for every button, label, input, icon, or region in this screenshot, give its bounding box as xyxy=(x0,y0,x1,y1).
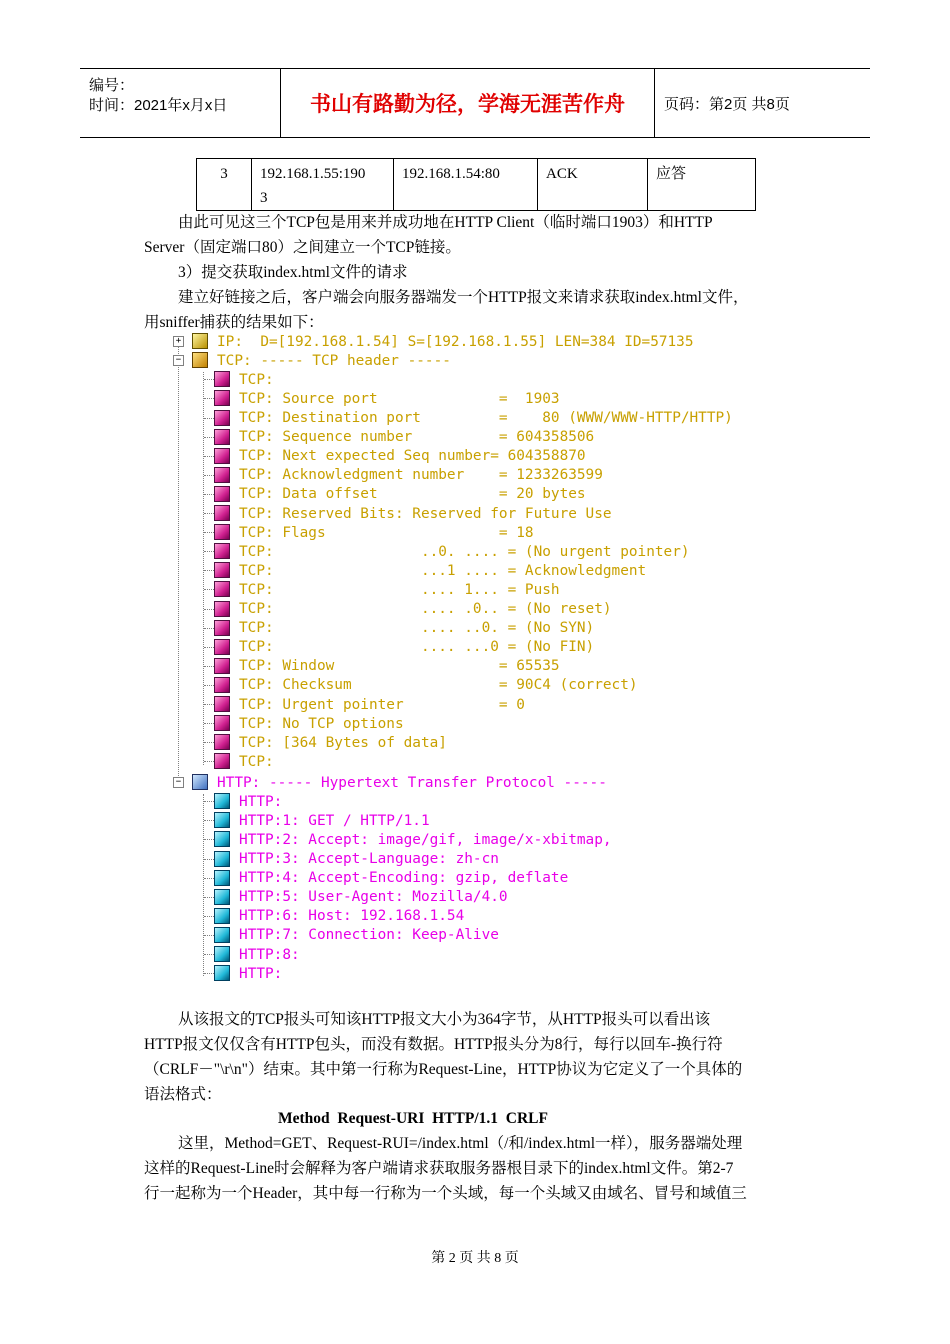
table-cell-flag: ACK xyxy=(538,159,648,211)
header-page-number: 页码：第2页 共8页 xyxy=(664,95,790,113)
doc-number-label: 编号： xyxy=(89,77,135,94)
tree-connector xyxy=(204,475,214,476)
tree-row-label: TCP: Reserved Bits: Reserved for Future Use xyxy=(239,505,612,522)
tree-row[interactable] xyxy=(170,869,810,888)
http-field-icon xyxy=(214,793,230,809)
syntax-format: Method Request-URI HTTP/1.1 CRLF xyxy=(278,1110,548,1127)
tree-connector xyxy=(204,723,214,724)
paragraph-line: 建立好链接之后，客户端会向服务器端发一个HTTP报文来请求获取index.html文件， xyxy=(178,289,749,306)
collapse-icon[interactable]: − xyxy=(173,355,184,366)
tree-connector xyxy=(204,935,214,936)
tcp-field-icon xyxy=(214,543,230,559)
tcp-field-icon xyxy=(214,562,230,578)
paragraph-line: 这样的Request-Line时会解释为客户端请求获取服务器根目录下的index.html文件。第2-7 xyxy=(144,1160,734,1177)
tcp-field-icon xyxy=(214,390,230,406)
tree-row-ip[interactable] xyxy=(170,332,770,351)
tcp-field-icon xyxy=(214,620,230,636)
tree-connector xyxy=(204,589,214,590)
tree-connector xyxy=(204,494,214,495)
tree-row-tcp-header[interactable] xyxy=(170,351,770,370)
tree-row[interactable] xyxy=(170,447,810,466)
paragraph-line: （CRLF－"\r\n"）结束。其中第一行称为Request-Line，HTTP协议为它定义了一个具体的 xyxy=(144,1061,743,1078)
tree-row-label: TCP: No TCP options xyxy=(239,715,404,732)
tree-row[interactable] xyxy=(170,945,810,964)
http-protocol-icon xyxy=(192,774,208,790)
tree-row-label: HTTP:1: GET / HTTP/1.1 xyxy=(239,812,430,829)
expand-icon[interactable]: + xyxy=(173,336,184,347)
packet-table xyxy=(196,158,756,211)
tree-row-label: TCP: Destination port = 80 (WWW/WWW-HTTP/HTTP) xyxy=(239,410,733,426)
tree-row-label: HTTP:7: Connection: Keep-Alive xyxy=(239,927,499,944)
tree-row-label: TCP: Next expected Seq number= 604358870 xyxy=(239,448,586,465)
tree-row-label: TCP: .... ...0 = (No FIN) xyxy=(239,639,595,656)
tree-connector xyxy=(204,437,214,438)
tcp-field-icon xyxy=(214,467,230,483)
tree-row-http-header[interactable] xyxy=(170,773,770,792)
table-cell-dest: 192.168.1.54:80 xyxy=(394,159,538,211)
tree-connector xyxy=(204,379,214,380)
tcp-field-icon xyxy=(214,696,230,712)
tcp-protocol-icon xyxy=(192,352,208,368)
tree-connector xyxy=(204,878,214,879)
tree-row[interactable] xyxy=(170,714,810,733)
tree-row[interactable] xyxy=(170,466,810,485)
tree-row[interactable] xyxy=(170,428,810,447)
tree-row-label: TCP: Source port = 1903 xyxy=(239,390,560,407)
sniffer-decode-tree xyxy=(170,332,810,987)
tcp-field-icon xyxy=(214,448,230,464)
tree-connector xyxy=(204,820,214,821)
header-meta xyxy=(80,69,281,137)
tree-row[interactable] xyxy=(170,389,810,408)
tcp-field-icon xyxy=(214,505,230,521)
paragraph-line: 语法格式： xyxy=(144,1086,222,1103)
tcp-field-icon xyxy=(214,371,230,387)
tree-connector xyxy=(204,916,214,917)
tree-row[interactable] xyxy=(170,370,810,389)
tree-row-label: HTTP:2: Accept: image/gif, image/x-xbitmap, xyxy=(239,831,612,848)
tree-row[interactable] xyxy=(170,542,810,561)
tree-row-label: HTTP: xyxy=(239,965,283,982)
tree-row[interactable] xyxy=(170,964,810,983)
tree-connector xyxy=(204,647,214,648)
tree-row-label: TCP: Sequence number = 604358506 xyxy=(239,429,595,446)
tree-connector xyxy=(204,973,214,974)
tree-row-label: TCP: xyxy=(239,371,274,388)
tcp-field-icon xyxy=(214,524,230,540)
tree-row-label: TCP: Acknowledgment number = 1233263599 xyxy=(239,467,603,484)
table-cell-meaning: 应答 xyxy=(648,159,756,211)
tree-row[interactable] xyxy=(170,657,810,676)
page-header xyxy=(80,68,870,138)
tree-connector xyxy=(204,418,214,419)
tree-row[interactable] xyxy=(170,409,810,428)
paragraph-line: 这里，Method=GET、Request-RUI=/index.html（/和/index.html一样），服务器端处理 xyxy=(178,1135,743,1152)
http-field-icon xyxy=(214,927,230,943)
tree-row[interactable] xyxy=(170,523,810,542)
tree-row-label: HTTP:8: xyxy=(239,946,300,963)
tree-row[interactable] xyxy=(170,580,810,599)
tree-row-label: TCP: Checksum = 90C4 (correct) xyxy=(239,677,638,694)
section-heading: 3）提交获取index.html文件的请求 xyxy=(178,264,408,281)
http-field-icon xyxy=(214,889,230,905)
tree-row[interactable] xyxy=(170,676,810,695)
table-row xyxy=(197,159,756,211)
tree-row[interactable] xyxy=(170,926,810,945)
tree-row[interactable] xyxy=(170,504,810,523)
tree-row[interactable] xyxy=(170,830,810,849)
tree-connector xyxy=(204,742,214,743)
tree-row-label: HTTP:5: User-Agent: Mozilla/4.0 xyxy=(239,889,508,906)
tree-row-label: TCP: Window = 65535 xyxy=(239,658,560,675)
tree-row[interactable] xyxy=(170,638,810,657)
doc-date-label: 时间：2021年x月x日 xyxy=(89,97,228,114)
tree-row[interactable] xyxy=(170,600,810,619)
http-field-icon xyxy=(214,831,230,847)
tree-connector xyxy=(204,456,214,457)
tcp-field-icon xyxy=(214,429,230,445)
tcp-field-icon xyxy=(214,410,230,426)
tree-row[interactable] xyxy=(170,792,810,811)
tree-row-label: TCP: .... .0.. = (No reset) xyxy=(239,601,612,617)
tcp-field-icon xyxy=(214,734,230,750)
tree-connector xyxy=(204,685,214,686)
tree-connector xyxy=(204,859,214,860)
tcp-field-icon xyxy=(214,581,230,597)
tcp-field-icon xyxy=(214,658,230,674)
tree-connector xyxy=(204,609,214,610)
http-field-icon xyxy=(214,946,230,962)
http-field-icon xyxy=(214,812,230,828)
paragraph-line: 从该报文的TCP报头可知该HTTP报文大小为364字节，从HTTP报头可以看出该 xyxy=(178,1011,711,1028)
tcp-field-icon xyxy=(214,601,230,617)
tree-row-label: IP: D=[192.168.1.54] S=[192.168.1.55] LEN=384 ID=57135 xyxy=(217,333,694,350)
tree-row[interactable] xyxy=(170,733,810,752)
http-field-icon xyxy=(214,908,230,924)
tree-connector xyxy=(204,513,214,514)
tree-row-label: TCP: Urgent pointer = 0 xyxy=(239,696,525,713)
tcp-field-icon xyxy=(214,639,230,655)
tree-row-label: TCP: ----- TCP header ----- xyxy=(217,352,451,369)
collapse-icon[interactable]: − xyxy=(173,777,184,788)
tree-connector xyxy=(204,628,214,629)
table-cell-source: 192.168.1.55:190 3 xyxy=(252,159,394,211)
tree-row[interactable] xyxy=(170,888,810,907)
tree-row-label: TCP: [364 Bytes of data] xyxy=(239,734,447,751)
tree-row-label: TCP: Flags = 18 xyxy=(239,524,534,541)
tree-row-label: HTTP:3: Accept-Language: zh-cn xyxy=(239,851,499,867)
tree-row-label: TCP: .... ..0. = (No SYN) xyxy=(239,620,595,637)
tree-connector xyxy=(204,897,214,898)
tree-row-label: TCP: xyxy=(239,753,274,770)
header-motto: 书山有路勤为径，学海无涯苦作舟 xyxy=(281,69,655,137)
tree-row[interactable] xyxy=(170,811,810,830)
paragraph-line: Server（固定端口80）之间建立一个TCP链接。 xyxy=(144,239,461,256)
tcp-field-icon xyxy=(214,486,230,502)
tcp-field-icon xyxy=(214,753,230,769)
tree-connector xyxy=(204,398,214,399)
tree-row[interactable] xyxy=(170,485,810,504)
tree-connector xyxy=(204,761,214,762)
tree-row-label: TCP: Data offset = 20 bytes xyxy=(239,486,586,503)
tree-row-label: HTTP:6: Host: 192.168.1.54 xyxy=(239,908,465,925)
http-field-icon xyxy=(214,851,230,867)
tree-row[interactable] xyxy=(170,619,810,638)
tree-row-label: HTTP: ----- Hypertext Transfer Protocol ----- xyxy=(217,774,607,791)
tree-row[interactable] xyxy=(170,907,810,926)
table-cell-no: 3 xyxy=(197,159,252,211)
tree-row[interactable] xyxy=(170,850,810,869)
tree-connector xyxy=(204,704,214,705)
tree-row-label: TCP: .... 1... = Push xyxy=(239,581,560,598)
tree-connector xyxy=(204,551,214,552)
page-footer: 第 2 页 共 8 页 xyxy=(431,1251,519,1266)
tree-row-label: HTTP: xyxy=(239,793,283,810)
paragraph-line: HTTP报文仅仅含有HTTP包头，而没有数据。HTTP报头分为8行，每行以回车-换行符 xyxy=(144,1036,723,1053)
paragraph-line: 由此可见这三个TCP包是用来并成功地在HTTP Client（临时端口1903）和HTTP xyxy=(178,214,713,231)
tcp-field-icon xyxy=(214,677,230,693)
http-field-icon xyxy=(214,870,230,886)
tree-row-label: TCP: ..0. .... = (No urgent pointer) xyxy=(239,543,690,560)
tree-row-label: HTTP:4: Accept-Encoding: gzip, deflate xyxy=(239,870,569,887)
ip-protocol-icon xyxy=(192,333,208,349)
tree-row[interactable] xyxy=(170,695,810,714)
paragraph-line: 用sniffer捕获的结果如下： xyxy=(144,314,324,331)
tree-row[interactable] xyxy=(170,752,810,771)
paragraph-line: 行一起称为一个Header，其中每一行称为一个头域，每一个头域又由域名、冒号和域值三 xyxy=(144,1185,747,1202)
tree-connector xyxy=(204,954,214,955)
tree-row[interactable] xyxy=(170,561,810,580)
tree-connector xyxy=(204,839,214,840)
tree-connector xyxy=(204,666,214,667)
tree-connector xyxy=(204,532,214,533)
http-field-icon xyxy=(214,965,230,981)
tree-connector xyxy=(204,801,214,802)
tree-row-label: TCP: ...1 .... = Acknowledgment xyxy=(239,562,647,579)
tree-connector xyxy=(204,570,214,571)
tcp-field-icon xyxy=(214,715,230,731)
